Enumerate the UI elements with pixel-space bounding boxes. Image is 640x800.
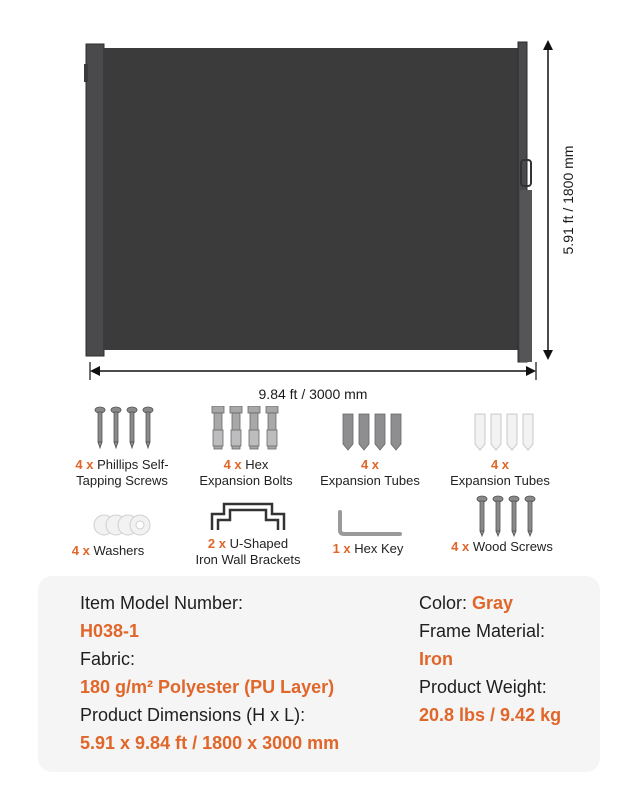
accessory-label: Expansion Tubes: [450, 473, 550, 488]
accessory-label: Phillips Self-: [97, 457, 169, 472]
accessory-qty: 4 x: [223, 457, 242, 472]
accessory-brackets: [186, 536, 310, 568]
accessory-phillips-screws: [62, 457, 182, 489]
accessory-hex-bolts: [186, 457, 306, 489]
accessory-qty: 4 x: [71, 543, 90, 558]
accessory-qty: 1 x: [332, 541, 351, 556]
frame-material-label: Frame Material:: [419, 621, 546, 641]
product-weight-value: 20.8 lbs / 9.42 kg: [419, 705, 562, 725]
gray-expansion-tube-icon: [340, 412, 406, 452]
left-post: [86, 44, 104, 356]
fabric-label: Fabric:: [80, 649, 136, 669]
accessory-label: Tapping Screws: [76, 473, 168, 488]
white-expansion-tube-icon: [472, 412, 538, 452]
accessory-washers: [62, 543, 154, 559]
dimensions-label: Product Dimensions (H x L):: [80, 705, 306, 725]
accessory-wood-screws: [440, 539, 564, 555]
hex-bolt-icon: [208, 406, 284, 454]
accessory-white-tubes: [440, 457, 560, 489]
accessory-qty: 2 x: [207, 536, 226, 551]
phillips-screw-icon: [92, 404, 156, 450]
dimensions-value: 5.91 x 9.84 ft / 1800 x 3000 mm: [80, 733, 340, 753]
accessory-qty: 4 x: [490, 457, 510, 472]
accessory-label: U-Shaped: [229, 536, 289, 551]
accessory-label: Expansion Bolts: [199, 473, 293, 488]
color-value: Gray: [472, 593, 514, 613]
frame-material-value: Iron: [419, 649, 453, 669]
fabric-value: 180 g/m² Polyester (PU Layer): [80, 677, 335, 697]
height-dimension-label: 5.91 ft / 1800 mm: [560, 145, 576, 255]
wood-screw-icon: [474, 494, 538, 538]
accessory-label: Expansion Tubes: [320, 473, 420, 488]
screen-fabric: [104, 48, 518, 350]
accessory-qty: 4 x: [451, 539, 470, 554]
product-weight-label: Product Weight:: [419, 677, 547, 697]
u-bracket-icon: [208, 500, 292, 534]
item-model-label: Item Model Number:: [80, 593, 244, 613]
accessory-qty: 4 x: [360, 457, 380, 472]
accessory-label: Iron Wall Brackets: [195, 552, 301, 567]
accessory-label: Washers: [93, 543, 145, 558]
accessory-label: Hex Key: [354, 541, 404, 556]
hex-key-icon: [334, 508, 404, 538]
accessory-gray-tubes: [310, 457, 430, 489]
washer-icon: [92, 512, 154, 538]
accessory-label: Wood Screws: [472, 539, 553, 554]
accessory-qty: 4 x: [75, 457, 94, 472]
accessory-label: Hex: [245, 457, 269, 472]
item-model-value: H038-1: [80, 621, 140, 641]
width-dimension-label: 9.84 ft / 3000 mm: [258, 386, 368, 402]
accessory-hex-key: [322, 541, 414, 557]
color-spec: [419, 593, 513, 614]
color-label: Color:: [419, 593, 468, 613]
